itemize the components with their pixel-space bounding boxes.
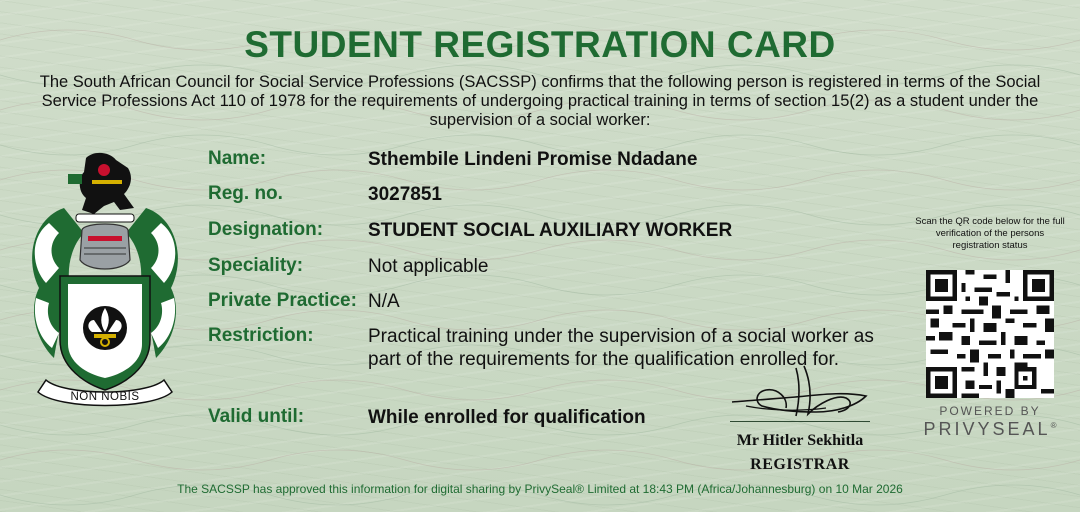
qr-instruction: Scan the QR code below for the full verification of the persons registration status: [915, 216, 1065, 251]
field-label: Designation:: [208, 219, 324, 240]
field-value-valid-until: While enrolled for qualification: [368, 407, 646, 428]
privyseal-logo: [915, 419, 1065, 440]
field-value-designation: STUDENT SOCIAL AUXILIARY WORKER: [368, 220, 733, 241]
field-value-speciality: Not applicable: [368, 256, 489, 277]
registered-mark: ®: [1050, 421, 1057, 430]
powered-by-label: POWERED BY: [939, 404, 1041, 418]
registrar-signature: [726, 362, 876, 424]
field-value-private-practice: N/A: [368, 291, 400, 312]
registrar-name: Mr Hitler Sekhitla: [736, 432, 864, 449]
field-label: Reg. no.: [208, 183, 283, 204]
verification-qr-code[interactable]: [926, 270, 1054, 398]
crest-motto: NON NOBIS: [70, 391, 140, 403]
field-label: Valid until:: [208, 406, 305, 427]
field-label: Private Practice:: [208, 290, 357, 311]
field-label: Name:: [208, 148, 267, 169]
field-label: Speciality:: [208, 255, 304, 276]
privyseal-brand: PRIVYSEAL: [923, 419, 1051, 439]
field-value-reg-no: 3027851: [368, 184, 442, 205]
field-value-name: Sthembile Lindeni Promise Ndadane: [368, 149, 698, 170]
field-label: Restriction:: [208, 325, 314, 346]
coat-of-arms-icon: [24, 148, 186, 410]
signature-line: [730, 421, 870, 422]
intro-statement: The South African Council for Social Service Professions (SACSSP) confirms that the following person is registered in terms of the Social Service Professions Act 110 of 1978 for the requirements of undergoing practical training in terms of section 15(2) as a student under the supervision of a social worker:: [39, 73, 1041, 129]
field-value-restriction: Practical training under the supervision of a social worker as part of the requirements for the qualification enrolled for.: [368, 326, 874, 370]
card-title: STUDENT REGISTRATION CARD: [244, 24, 836, 65]
registrar-title: REGISTRAR: [750, 456, 850, 473]
sharing-disclaimer: The SACSSP has approved this information for digital sharing by PrivySeal® Limited at 18:43 PM (Africa/Johannesburg) on 10 Mar 2026: [177, 482, 903, 496]
